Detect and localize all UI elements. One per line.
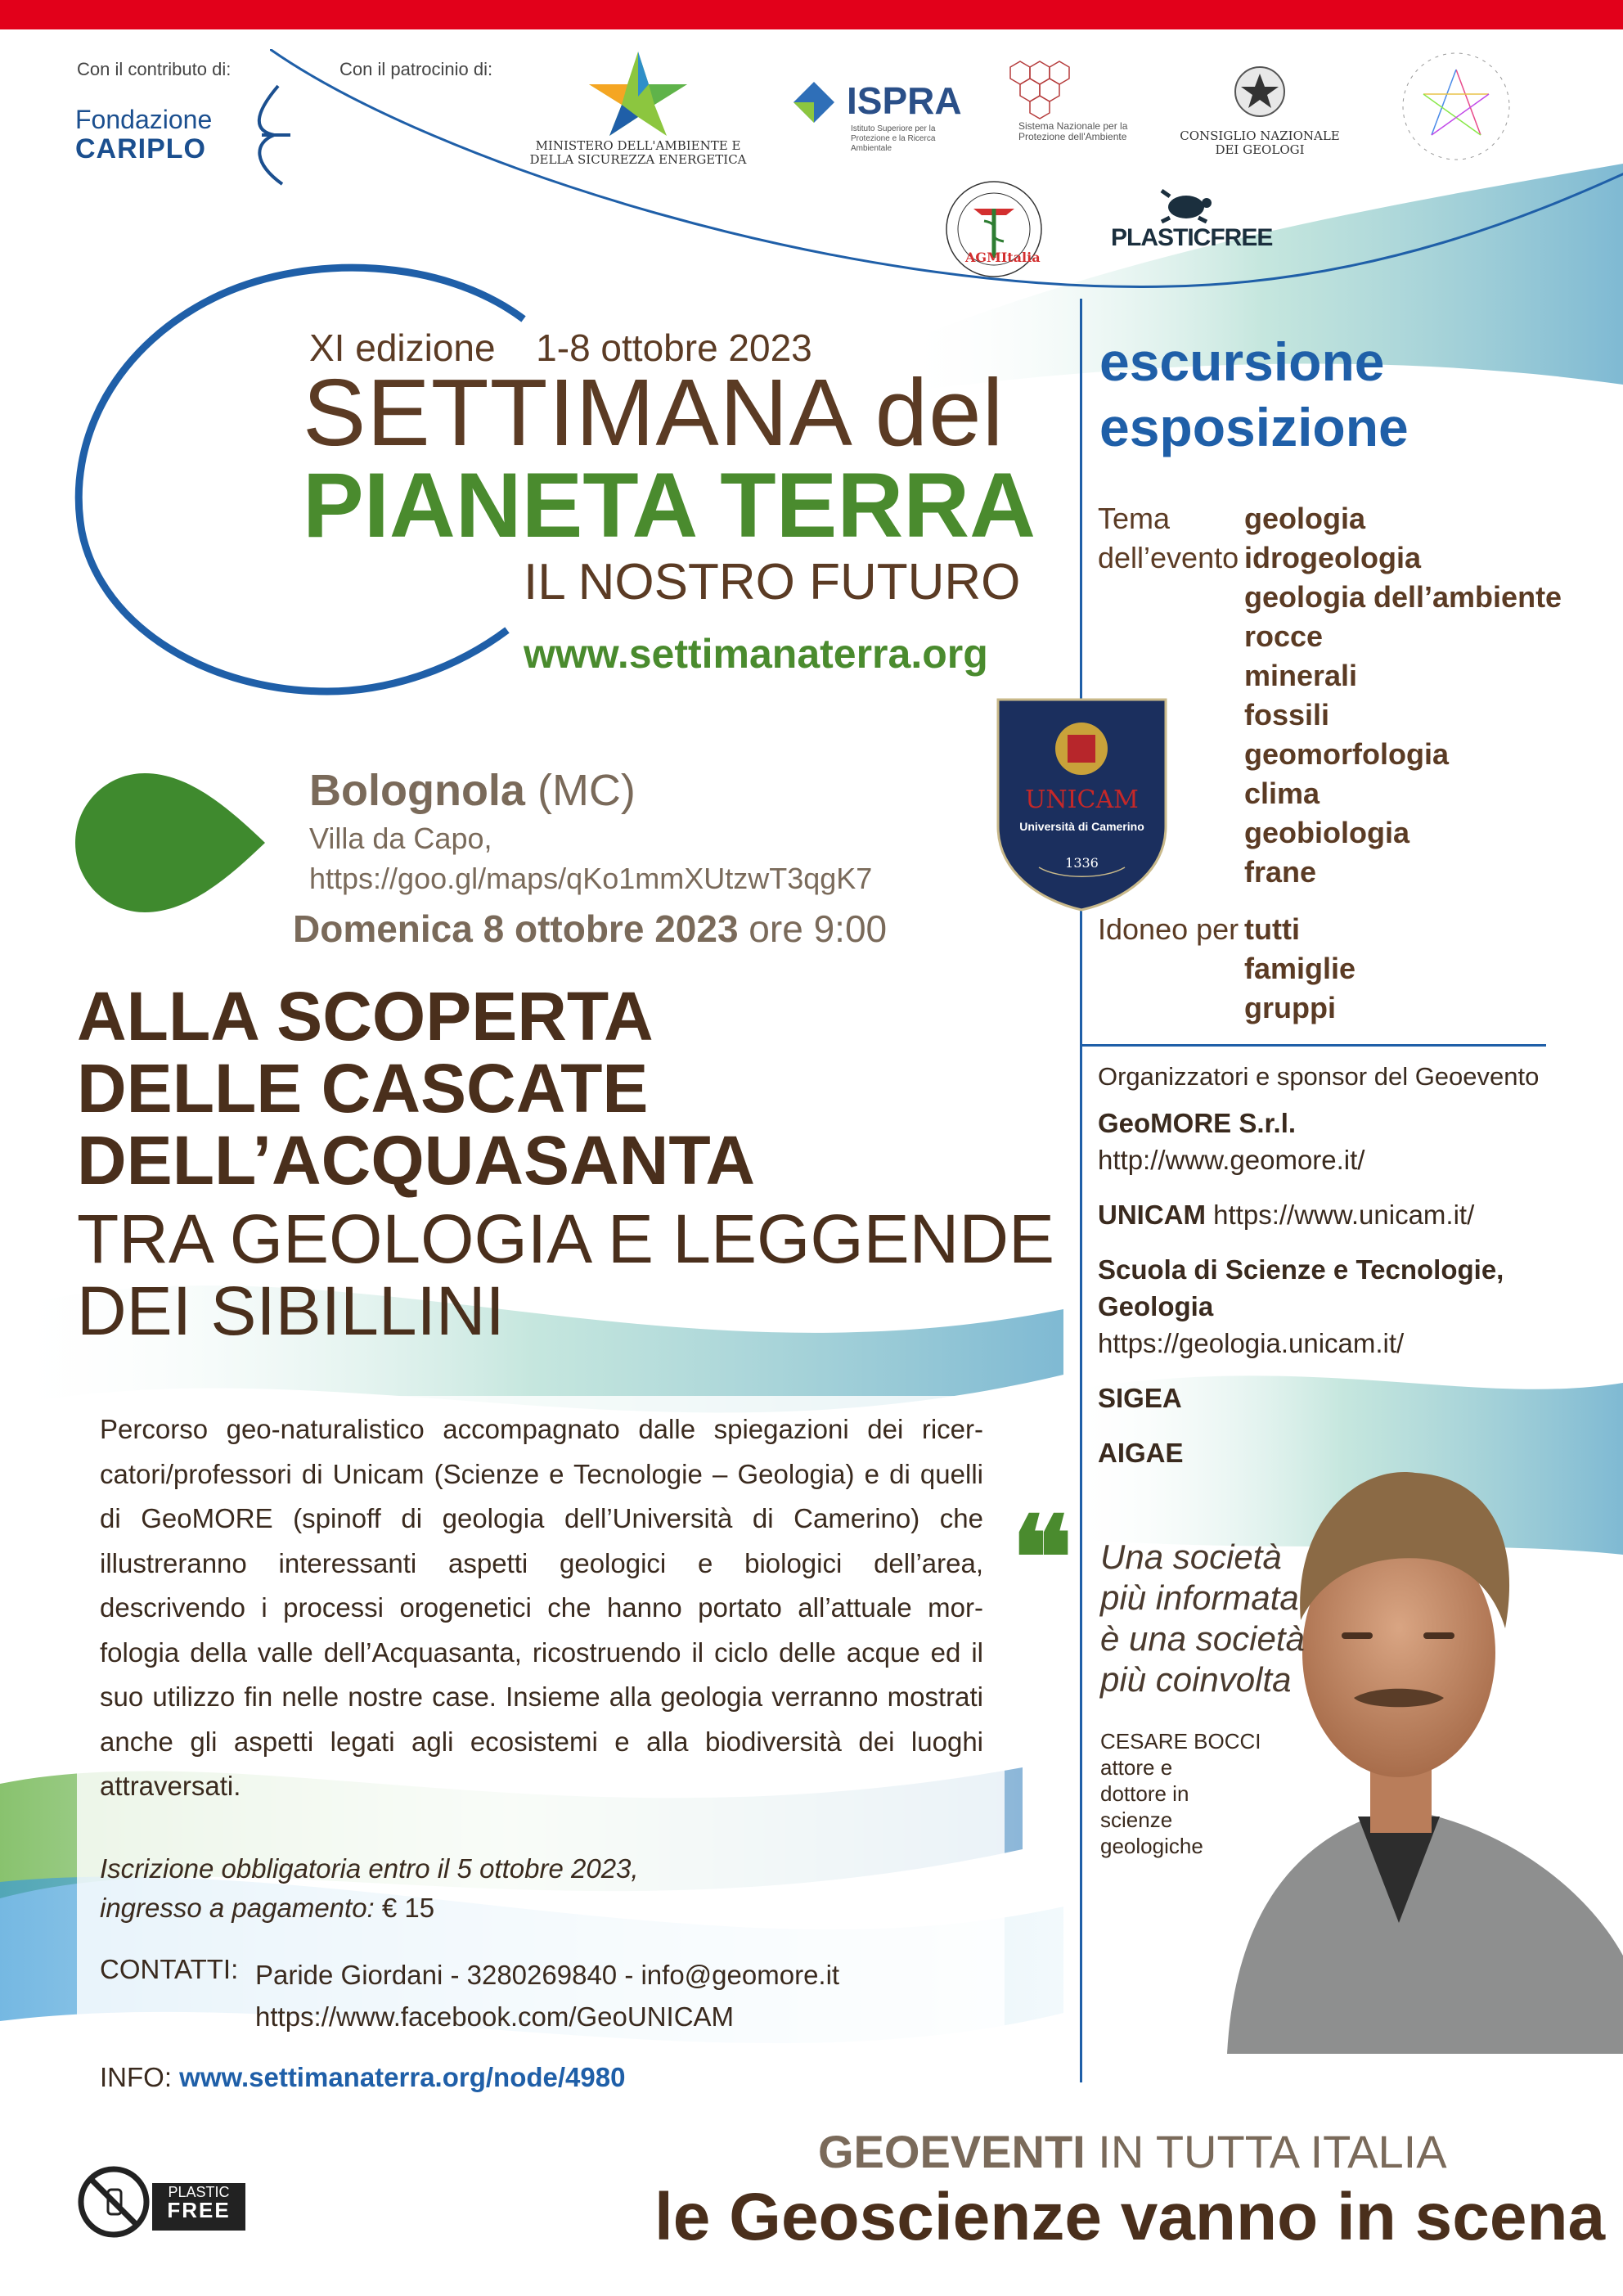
turtle-icon xyxy=(1158,187,1215,223)
unicam-logo-name: UNICAM xyxy=(1025,786,1139,814)
headline-line3: DELL’ACQUASANTA xyxy=(77,1122,756,1199)
description-text: Percorso geo-naturalistico accompagnato dalle spiegazioni dei ricer-catori/professori di Unicam (Scienze e Tecnologie – Geologia) e di quelli di GeoMORE (spinoff di geologia dell’Università di Camerino) che illustreranno interessanti aspetti geologici e biologici dell’area, descrivendo i processi orogenetici che hanno portato all’attuale mor-fologia della valle dell’Acquasanta, ricostruendo il ciclo delle acque ed il suo utilizzo fin nelle nostre case. Insieme alla geologia verranno mostrati anche gli aspetti legati agli ecosistemi e alla biodiversità dei luoghi attraversati. xyxy=(100,1414,983,1801)
quote-author-desc: attore e xyxy=(1100,1755,1173,1780)
geoeventi-rest: IN TUTTA ITALIA xyxy=(1085,2126,1447,2177)
quote-text xyxy=(1100,1537,1305,1700)
iscrizione xyxy=(100,1849,639,1928)
org-scuola-url[interactable]: https://geologia.unicam.it/ xyxy=(1098,1328,1405,1358)
no-plastic-icon xyxy=(77,2165,151,2239)
sidebar-divider xyxy=(1080,299,1082,2082)
quote-author-desc: dottore in xyxy=(1100,1781,1189,1806)
footer-tagline: le Geoscienze vanno in scena xyxy=(654,2180,1606,2254)
event-subheadline xyxy=(77,1200,1055,1349)
idoneo-item: gruppi xyxy=(1244,991,1336,1024)
main-subtitle: IL NOSTRO FUTURO xyxy=(524,554,1021,610)
quote-author-block xyxy=(1100,1728,1261,1859)
quote-author-desc: scienze xyxy=(1100,1808,1173,1832)
tema-item: rocce xyxy=(1244,619,1324,653)
idoneo-item: tutti xyxy=(1244,912,1300,946)
tema-item: frane xyxy=(1244,855,1317,889)
snpa-hexagon-icon xyxy=(994,59,1084,124)
contatti-line1[interactable]: Paride Giordani - 3280269840 - info@geomore.it xyxy=(255,1960,840,1990)
ispra-text: ISPRA xyxy=(847,79,962,122)
contatti-line2[interactable]: https://www.facebook.com/GeoUNICAM xyxy=(255,2001,735,2032)
quote-author: CESARE BOCCI xyxy=(1100,1729,1261,1754)
tema-item: geologia xyxy=(1244,502,1366,535)
geoeventi-line xyxy=(818,2125,1447,2178)
ispra-subtext: Istituto Superiore per la Protezione e la Ricerca Ambientale xyxy=(851,124,936,153)
cariplo-line2: CARIPLO xyxy=(75,133,206,164)
quote-line: è una società xyxy=(1100,1619,1305,1658)
geoeventi-bold: GEOEVENTI xyxy=(818,2126,1086,2177)
quote-mark-icon: ❝ xyxy=(1011,1494,1073,1623)
cariplo-logo xyxy=(75,105,212,164)
info-line xyxy=(100,2062,625,2093)
subheadline-line2: DEI SIBILLINI xyxy=(77,1272,505,1349)
edizione: XI edizione xyxy=(309,326,496,369)
tema-item: geologia dell’ambiente xyxy=(1244,580,1562,614)
location-province: (MC) xyxy=(524,766,636,815)
website-link[interactable]: www.settimanaterra.org xyxy=(524,631,988,677)
main-title-line2: PIANETA TERRA xyxy=(303,454,1036,556)
tema-list xyxy=(1244,499,1562,892)
event-dates: 1-8 ottobre 2023 xyxy=(536,326,812,369)
info-label: INFO: xyxy=(100,2062,180,2092)
event-type-1: escursione xyxy=(1099,331,1385,392)
idoneo-item: famiglie xyxy=(1244,952,1356,985)
tema-item: clima xyxy=(1244,777,1320,810)
cng-text: CONSIGLIO NAZIONALE DEI GEOLOGI xyxy=(1180,128,1340,157)
location-town: Bolognola xyxy=(309,766,525,815)
tema-item: geobiologia xyxy=(1244,816,1409,849)
org-scuola-name2: Geologia xyxy=(1098,1291,1214,1321)
contatti-label: CONTATTI: xyxy=(100,1954,239,1984)
event-date: Domenica 8 ottobre 2023 xyxy=(293,907,739,950)
organizers-list xyxy=(1098,1105,1504,1471)
event-headline xyxy=(77,978,756,1199)
bellezza-icon xyxy=(1391,45,1522,168)
org-unicam-url[interactable]: https://www.unicam.it/ xyxy=(1205,1200,1475,1230)
org-geomore-name: GeoMORE S.r.l. xyxy=(1098,1108,1297,1138)
agmi-emblem-icon xyxy=(937,176,1051,282)
event-type-2: esposizione xyxy=(1099,397,1409,457)
headline-line1: ALLA SCOPERTA xyxy=(77,978,654,1055)
plastic-free-badge xyxy=(152,2183,245,2231)
agmi-text: AGMItalia xyxy=(965,250,1041,265)
venue: Villa da Capo, xyxy=(309,822,492,855)
event-time: ore 9:00 xyxy=(738,907,888,950)
contatti-details xyxy=(255,1954,839,2037)
plastic-free-label2: FREE xyxy=(167,2198,231,2222)
idoneo-list xyxy=(1244,910,1355,1028)
quote-author-desc: geologiche xyxy=(1100,1834,1203,1858)
org-aigae: AIGAE xyxy=(1098,1438,1184,1468)
tema-label-line2: dell’evento xyxy=(1098,541,1239,574)
patrocinio-label: Con il patrocinio di: xyxy=(339,59,493,79)
event-types xyxy=(1099,329,1409,460)
ispra-icon xyxy=(789,78,838,131)
plastic-free-label1: PLASTIC xyxy=(168,2184,230,2200)
contributo-label: Con il contributo di: xyxy=(77,59,232,79)
tema-label xyxy=(1098,499,1239,578)
org-unicam-name: UNICAM xyxy=(1098,1200,1206,1230)
org-scuola-name1: Scuola di Scienze e Tecnologie, xyxy=(1098,1254,1504,1285)
sidebar-separator xyxy=(1080,1044,1546,1047)
info-link[interactable]: www.settimanaterra.org/node/4980 xyxy=(179,2062,626,2092)
tema-item: fossili xyxy=(1244,698,1330,732)
location-line xyxy=(309,765,636,816)
snpa-text: Sistema Nazionale per la Protezione dell'Ambiente xyxy=(1018,120,1128,142)
unicam-logo-year: 1336 xyxy=(1065,855,1099,871)
iscrizione-line1: Iscrizione obbligatoria entro il 5 ottobre 2023, xyxy=(100,1853,639,1884)
cariplo-line1: Fondazione xyxy=(75,105,213,134)
tema-item: minerali xyxy=(1244,659,1358,692)
org-sigea: SIGEA xyxy=(1098,1383,1182,1413)
org-geomore-url[interactable]: http://www.geomore.it/ xyxy=(1098,1145,1365,1175)
ministero-text: MINISTERO DELL'AMBIENTE E DELLA SICUREZZA ENERGETICA xyxy=(529,138,747,167)
unicam-logo-sub: Università di Camerino xyxy=(1019,820,1144,833)
main-title-line1: SETTIMANA del xyxy=(303,359,1005,466)
tema-item: idrogeologia xyxy=(1244,541,1421,574)
tema-label-line1: Tema xyxy=(1098,502,1171,535)
ministero-star-icon xyxy=(585,47,691,137)
headline-line2: DELLE CASCATE xyxy=(77,1050,649,1127)
location-pin-icon xyxy=(75,773,268,912)
quote-line: Una società xyxy=(1100,1537,1282,1576)
quote-line: più coinvolta xyxy=(1100,1660,1292,1699)
quote-line: più informata xyxy=(1100,1578,1299,1617)
iscrizione-label: ingresso a pagamento: xyxy=(100,1893,375,1923)
event-datetime xyxy=(293,907,887,951)
cariplo-emblem-icon xyxy=(245,82,294,188)
plasticfree-text: PLASTICFREE xyxy=(1111,224,1273,251)
tema-item: geomorfologia xyxy=(1244,737,1449,771)
cng-emblem-icon xyxy=(1231,59,1288,124)
org-title: Organizzatori e sponsor del Geoevento xyxy=(1098,1062,1540,1091)
idoneo-label: Idoneo per xyxy=(1098,912,1239,946)
maps-link[interactable]: https://goo.gl/maps/qKo1mmXUtzwT3qgK7 xyxy=(309,862,873,895)
iscrizione-price: € 15 xyxy=(374,1893,435,1923)
subheadline-line1: TRA GEOLOGIA E LEGGENDE xyxy=(77,1200,1055,1277)
